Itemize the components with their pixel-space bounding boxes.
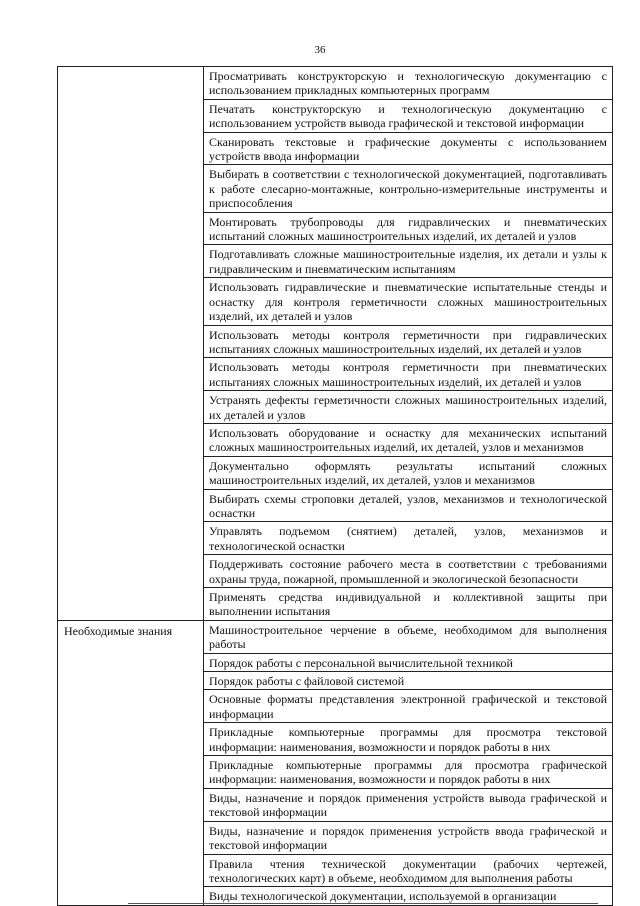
requirement-cell: Документально оформлять результаты испытаний сложных машиностроительных изделий, их деталей, узлов и механизмов xyxy=(204,456,613,489)
requirement-cell: Использовать методы контроля герметичности при гидравлических испытаниях сложных машиностроительных изделий, их деталей и узлов xyxy=(204,325,613,358)
requirement-cell: Выбирать схемы строповки деталей, узлов, механизмов и технологической оснастки xyxy=(204,489,613,522)
requirement-cell: Монтировать трубопроводы для гидравлических и пневматических испытаний сложных машиностроительных изделий, их деталей и узлов xyxy=(204,212,613,245)
requirement-cell: Порядок работы с персональной вычислительной техникой xyxy=(204,653,613,671)
requirement-cell: Применять средства индивидуальной и коллективной защиты при выполнении испытания xyxy=(204,588,613,621)
requirement-cell: Просматривать конструкторскую и технологическую документацию с использованием прикладных компьютерных программ xyxy=(204,67,613,100)
requirements-table xyxy=(57,66,613,906)
requirement-cell: Выбирать в соответствии с технологической документацией, подготавливать к работе слесарно-монтажные, контрольно-измерительные инструменты и приспособления xyxy=(204,165,613,212)
requirement-cell: Прикладные компьютерные программы для просмотра графической информации: наименования, возможности и порядок работы в них xyxy=(204,756,613,789)
requirement-cell: Печатать конструкторскую и технологическую документацию с использованием устройств вывода графической и текстовой информации xyxy=(204,99,613,132)
table-row xyxy=(58,67,613,100)
requirement-cell: Использовать гидравлические и пневматические испытательные стенды и оснастку для контроля герметичности сложных машиностроительных изделий, их деталей и узлов xyxy=(204,278,613,325)
bottom-rule xyxy=(128,903,598,904)
requirement-cell: Правила чтения технической документации (рабочих чертежей, технологических карт) в объеме, необходимом для выполнения работы xyxy=(204,854,613,887)
requirement-cell: Виды, назначение и порядок применения устройств вывода графической и текстовой информации xyxy=(204,788,613,821)
table-row xyxy=(58,620,613,653)
section-label-cell: Необходимые знания xyxy=(58,620,204,905)
requirement-cell: Сканировать текстовые и графические документы с использованием устройств ввода информации xyxy=(204,132,613,165)
section-label-cell xyxy=(58,67,204,621)
requirement-cell: Прикладные компьютерные программы для просмотра текстовой информации: наименования, возможности и порядок работы в них xyxy=(204,723,613,756)
page-number: 36 xyxy=(314,44,326,56)
requirement-cell: Управлять подъемом (снятием) деталей, узлов, механизмов и технологической оснастки xyxy=(204,522,613,555)
requirement-cell: Основные форматы представления электронной графической и текстовой информации xyxy=(204,690,613,723)
requirements-table-body xyxy=(58,67,613,906)
requirement-cell: Виды, назначение и порядок применения устройств ввода графической и текстовой информации xyxy=(204,821,613,854)
requirement-cell: Подготавливать сложные машиностроительные изделия, их детали и узлы к гидравлическим и пневматическим испытаниям xyxy=(204,245,613,278)
requirement-cell: Поддерживать состояние рабочего места в соответствии с требованиями охраны труда, пожарной, промышленной и экологической безопасности xyxy=(204,555,613,588)
requirement-cell: Машиностроительное черчение в объеме, необходимом для выполнения работы xyxy=(204,620,613,653)
requirement-cell: Порядок работы с файловой системой xyxy=(204,672,613,690)
requirement-cell: Использовать оборудование и оснастку для механических испытаний сложных машиностроительных изделий, их деталей, узлов и механизмов xyxy=(204,423,613,456)
requirement-cell: Устранять дефекты герметичности сложных машиностроительных изделий, их деталей и узлов xyxy=(204,391,613,424)
requirement-cell: Использовать методы контроля герметичности при пневматических испытаниях сложных машиностроительных изделий, их деталей и узлов xyxy=(204,358,613,391)
requirement-cell: Виды технологической документации, используемой в организации xyxy=(204,887,613,905)
